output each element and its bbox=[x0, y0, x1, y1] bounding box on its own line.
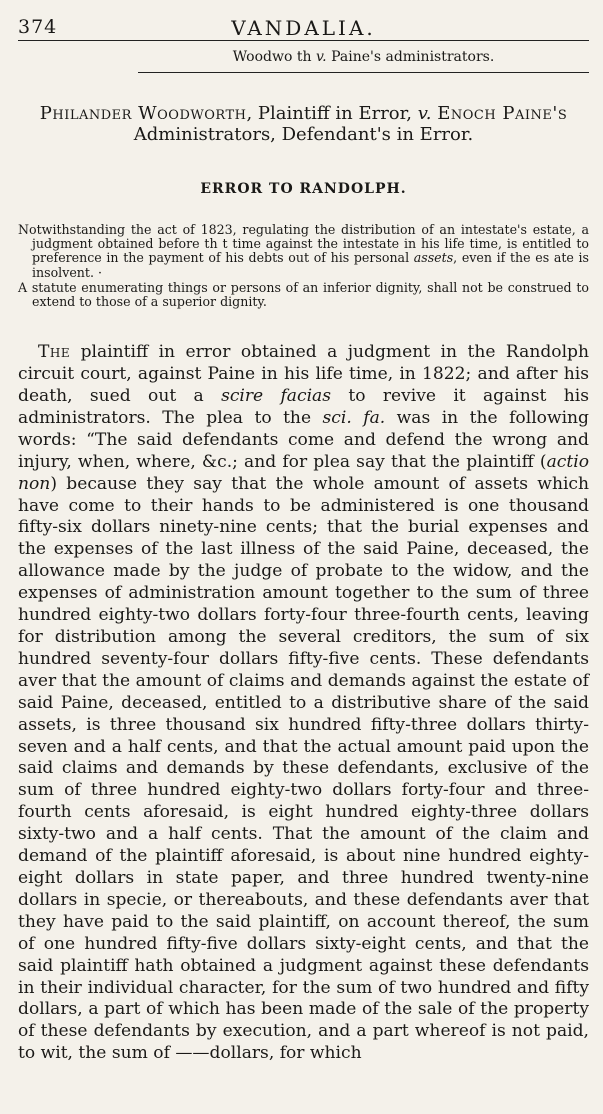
page-number: 374 bbox=[18, 16, 58, 38]
headnote: A statute enumerating things or persons of an inferior dignity, shall not be construed to extend to those of a superior dignity. bbox=[18, 279, 589, 310]
headnote: Notwithstanding the act of 1823, regulating the distribution of an intestate's estate, a judgment obtained before th t time against the intestate in his life time, is entitled to preference in the payment of his debts out of his personal assets, even if the es ate is insolvent. · bbox=[18, 222, 589, 280]
case-subhead bbox=[138, 41, 589, 73]
subhead-left: Woodwo th bbox=[232, 49, 312, 65]
plaintiff-name: Philander Woodworth bbox=[39, 103, 247, 124]
defendant-name: Enoch Paine's bbox=[437, 103, 568, 124]
case-v: v. bbox=[417, 103, 432, 124]
page-header bbox=[18, 0, 589, 41]
running-head: VANDALIA. bbox=[231, 16, 376, 40]
subhead-v: v. bbox=[315, 49, 327, 65]
error-to-heading: ERROR TO RANDOLPH. bbox=[200, 181, 407, 197]
opinion-lead: The bbox=[38, 342, 71, 363]
opinion-text: The plaintiff in error obtained a judgment in the Randolph circuit court, against Paine in his life time, in 1822; and after his death, sued out a scire facias to revive it against his administrators. The plea to the sci. fa. was in the following words: “The said defendants come and defend the wrong and injury, when, where, &c.; and for plea say that the plaintiff (actio non) because they say that the whole amount of assets which have come to their hands to be administered is one thousand fifty-six dollars ninety-nine cents; that the burial expenses and the expenses of the last illness of the said Paine, deceased, the allowance made by the judge of probate to the widow, and the expenses of administration amount together to the sum of three hundred eighty-two dollars forty-four three-fourth cents, leaving for distribution among the several creditors, the sum of six hundred seventy-four dollars fifty-five cents. These defendants aver that the amount of claims and demands against the estate of said Paine, deceased, entitled to a distributive share of the said assets, is three thousand six hundred fifty-three dollars thirty-seven and a half cents, and that the actual amount paid upon the said claims and demands by these defendants, exclusive of the sum of three hundred eighty-two dollars forty-four and three-fourth cents aforesaid, is eight hundred eighty-three dollars sixty-two and a half cents. That the amount of the claim and demand of the plaintiff aforesaid, is about nine hundred eighty-eight dollars in state paper, and three hundred twenty-nine dollars in specie, or thereabouts, and these defendants aver that they have paid to the said plaintiff, on account thereof, the sum of one hundred fifty-five dollars sixty-eight cents, and that the said plaintiff hath obtained a judgment against these defendants in their individual character, for the sum of two hundred and fifty dollars, a part of which has been made of the sale of the property of these defendants by execution, and a part whereof is not paid, to wit, the sum of ——dollars, for which bbox=[18, 342, 590, 1064]
subhead-right: Paine's administrators. bbox=[331, 49, 495, 65]
headnotes bbox=[18, 223, 589, 309]
case-title bbox=[18, 103, 589, 145]
plaintiff-role: , Plaintiff in Error, bbox=[246, 103, 412, 124]
defendant-role: Administrators, Defendant's in Error. bbox=[133, 124, 474, 145]
